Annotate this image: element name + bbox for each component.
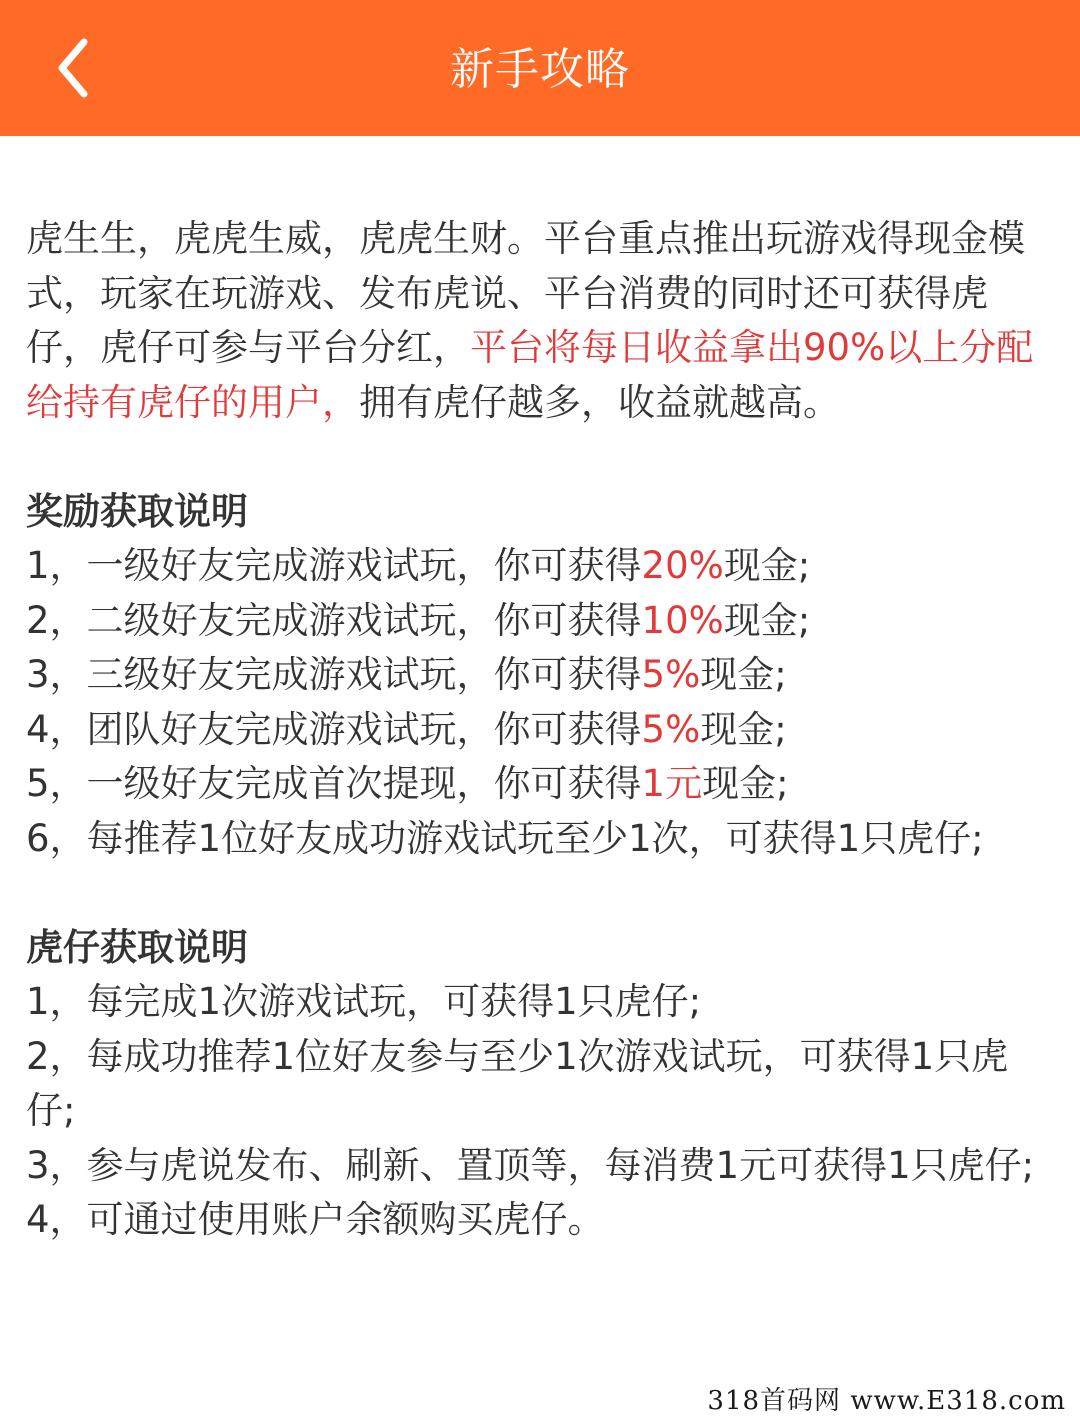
list-item [26, 648, 1056, 703]
watermark: 318首码网 www.E318.com [707, 1386, 1066, 1416]
list-item-highlight: 1元 [641, 762, 703, 805]
list-item-text: 4，团队好友完成游戏试玩，你可获得 [26, 707, 642, 751]
reward-section-title: 奖励获取说明 [26, 489, 248, 533]
list-item-suffix: 现金; [723, 544, 811, 587]
tiger-section-title: 虎仔获取说明 [26, 925, 248, 969]
list-item-highlight: 5% [641, 707, 701, 751]
tiger-list [26, 975, 1056, 1248]
list-item-suffix: 现金; [700, 707, 787, 751]
list-item [26, 812, 1056, 867]
list-item [26, 757, 1056, 812]
page-title: 新手攻略 [450, 44, 630, 95]
list-item [26, 594, 1056, 649]
spacer [26, 430, 1056, 485]
spacer [26, 866, 1056, 921]
list-item-text: 1，一级好友完成游戏试玩，你可获得 [26, 544, 642, 587]
list-item: 1，每完成1次游戏试玩，可获得1只虎仔; [26, 980, 702, 1023]
intro-text-end: 拥有虎仔越多，收益就越高。 [359, 380, 840, 424]
list-item-text: 3，三级好友完成游戏试玩，你可获得 [26, 653, 642, 696]
list-item: 2，每成功推荐1位好友参与至少1次游戏试玩，可获得1只虎仔; [26, 1034, 1009, 1132]
list-item-suffix: 现金; [702, 762, 789, 805]
list-item [26, 539, 1056, 594]
guide-content [26, 212, 1056, 1248]
list-item-highlight: 5% [641, 653, 701, 696]
list-item-text: 5，一级好友完成首次提现，你可获得 [26, 762, 642, 805]
list-item-text: 2，二级好友完成游戏试玩，你可获得 [26, 598, 642, 642]
list-item-highlight: 10% [641, 598, 724, 642]
list-item: 3，参与虎说发布、刷新、置顶等，每消费1元可获得1只虎仔; [26, 1143, 1035, 1187]
intro-text: 虎生生，虎虎生威，虎虎生财。平台重点推出玩游戏得现金模式，玩家在玩游戏、发布虎说、平台消费的同时还可获得虎仔，虎仔可参与平台分红， [26, 217, 1025, 369]
list-item: 4，可通过使用账户余额购买虎仔。 [26, 1198, 605, 1241]
list-item-suffix: 现金; [700, 653, 787, 696]
intro-highlight: 平台将每日收益拿出90%以上分配给持有虎仔的用户， [26, 326, 1034, 424]
list-item [26, 703, 1056, 758]
top-bar [0, 0, 1080, 136]
intro-paragraph [26, 212, 1056, 430]
reward-list [26, 539, 1056, 866]
list-item-text: 6，每推荐1位好友成功游戏试玩至少1次，可获得1只虎仔; [26, 816, 984, 860]
list-item-suffix: 现金; [723, 598, 811, 642]
list-item-highlight: 20% [641, 544, 724, 587]
